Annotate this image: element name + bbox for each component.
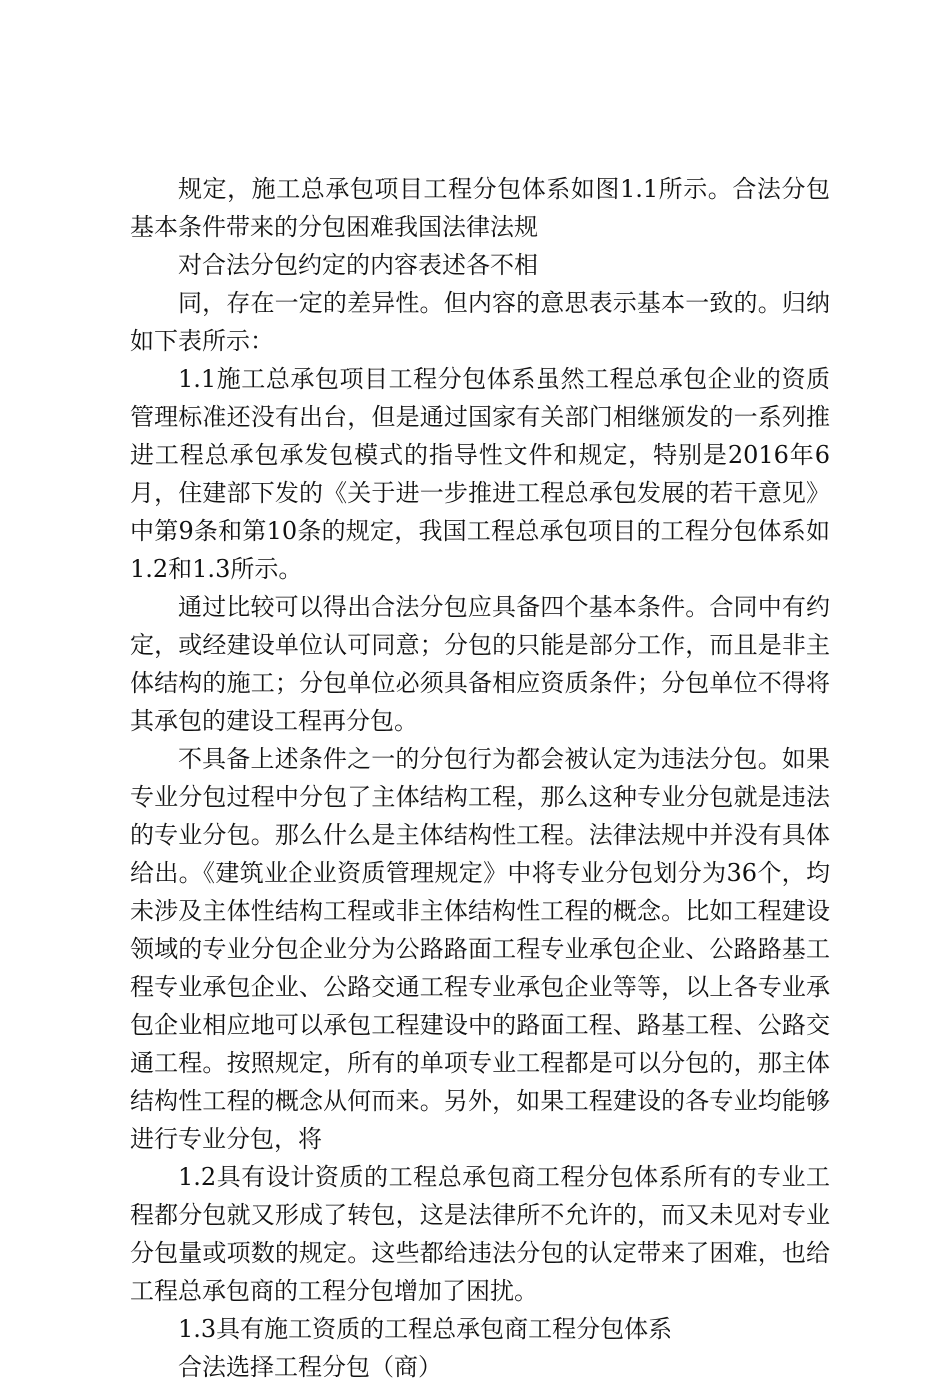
paragraph-3: 同，存在一定的差异性。但内容的意思表示基本一致的。归纳如下表所示：: [130, 289, 830, 355]
paragraph-7: 1.2具有设计资质的工程总承包商工程分包体系所有的专业工程都分包就又形成了转包，这是法律所不允许的，而又未见对专业分包量或项数的规定。这些都给违法分包的认定带来了困难，也给工程总承包商的工程分包增加了困扰。: [130, 1163, 830, 1305]
paragraph-2: 对合法分包约定的内容表述各不相: [178, 251, 538, 279]
paragraph-5: 通过比较可以得出合法分包应具备四个基本条件。合同中有约定，或经建设单位认可同意；分包的只能是部分工作，而且是非主体结构的施工；分包单位必须具备相应资质条件；分包单位不得将其承包的建设工程再分包。: [130, 593, 830, 735]
paragraph-4: 1.1施工总承包项目工程分包体系虽然工程总承包企业的资质管理标准还没有出台，但是通过国家有关部门相继颁发的一系列推进工程总承包承发包模式的指导性文件和规定，特别是2016年6月，住建部下发的《关于进一步推进工程总承包发展的若干意见》中第9条和第10条的规定，我国工程总承包项目的工程分包体系如1.2和1.3所示。: [130, 365, 830, 583]
paragraph-8: 1.3具有施工资质的工程总承包商工程分包体系: [178, 1315, 673, 1343]
paragraph-9: 合法选择工程分包（商）: [178, 1353, 442, 1381]
paragraph-1: 规定，施工总承包项目工程分包体系如图1.1所示。合法分包基本条件带来的分包困难我国法律法规: [130, 175, 830, 241]
paragraph-6: 不具备上述条件之一的分包行为都会被认定为违法分包。如果专业分包过程中分包了主体结构工程，那么这种专业分包就是违法的专业分包。那么什么是主体结构性工程。法律法规中并没有具体给出。《建筑业企业资质管理规定》中将专业分包划分为36个，均未涉及主体性结构工程或非主体结构性工程的概念。比如工程建设领域的专业分包企业分为公路路面工程专业承包企业、公路路基工程专业承包企业、公路交通工程专业承包企业等等，以上各专业承包企业相应地可以承包工程建设中的路面工程、路基工程、公路交通工程。按照规定，所有的单项专业工程都是可以分包的，那主体结构性工程的概念从何而来。另外，如果工程建设的各专业均能够进行专业分包，将: [130, 745, 830, 1153]
document-body: [130, 170, 830, 1386]
